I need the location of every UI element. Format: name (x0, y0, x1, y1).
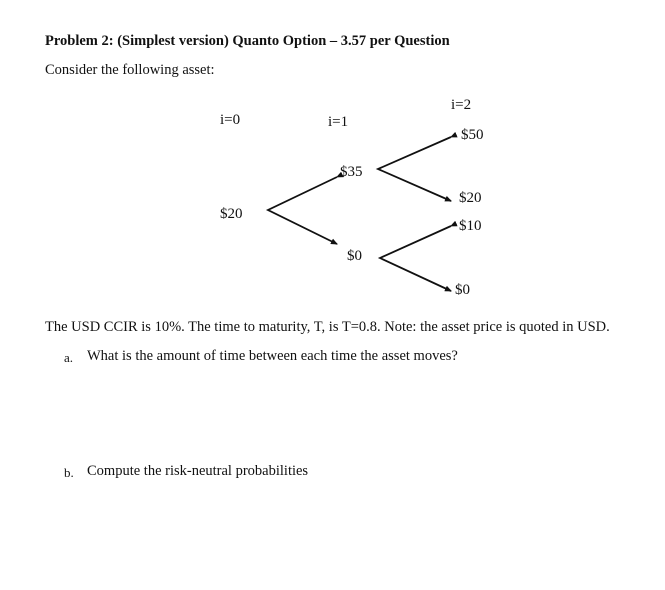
branch-i1-down (380, 226, 451, 291)
node-i0: $20 (220, 206, 243, 222)
node-i2-up-down: $20 (459, 190, 482, 206)
step-label-i2: i=2 (451, 97, 472, 113)
node-i1-up: $35 (340, 164, 363, 180)
branch-i0-up (268, 177, 337, 244)
question-b-text: Compute the risk-neutral probabilities (87, 463, 309, 479)
problem-paragraph: The USD CCIR is 10%. The time to maturity, T, is T=0.8. Note: the asset price is quoted in USD. (45, 319, 610, 335)
step-label-i1: i=1 (328, 114, 349, 130)
node-i2-down-up: $10 (459, 218, 482, 234)
intro-text: Consider the following asset: (45, 62, 215, 78)
step-label-i0: i=0 (220, 112, 241, 128)
node-i2-up-up: $50 (461, 127, 484, 143)
question-a-letter: a. (64, 350, 74, 365)
node-i2-down-down: $0 (455, 282, 470, 298)
node-i1-down: $0 (347, 248, 362, 264)
branch-i1-up (378, 137, 451, 201)
question-b-letter: b. (64, 465, 74, 480)
question-a-text: What is the amount of time between each time the asset moves? (87, 348, 458, 364)
problem-title: Problem 2: (Simplest version) Quanto Option – 3.57 per Question (45, 33, 450, 49)
